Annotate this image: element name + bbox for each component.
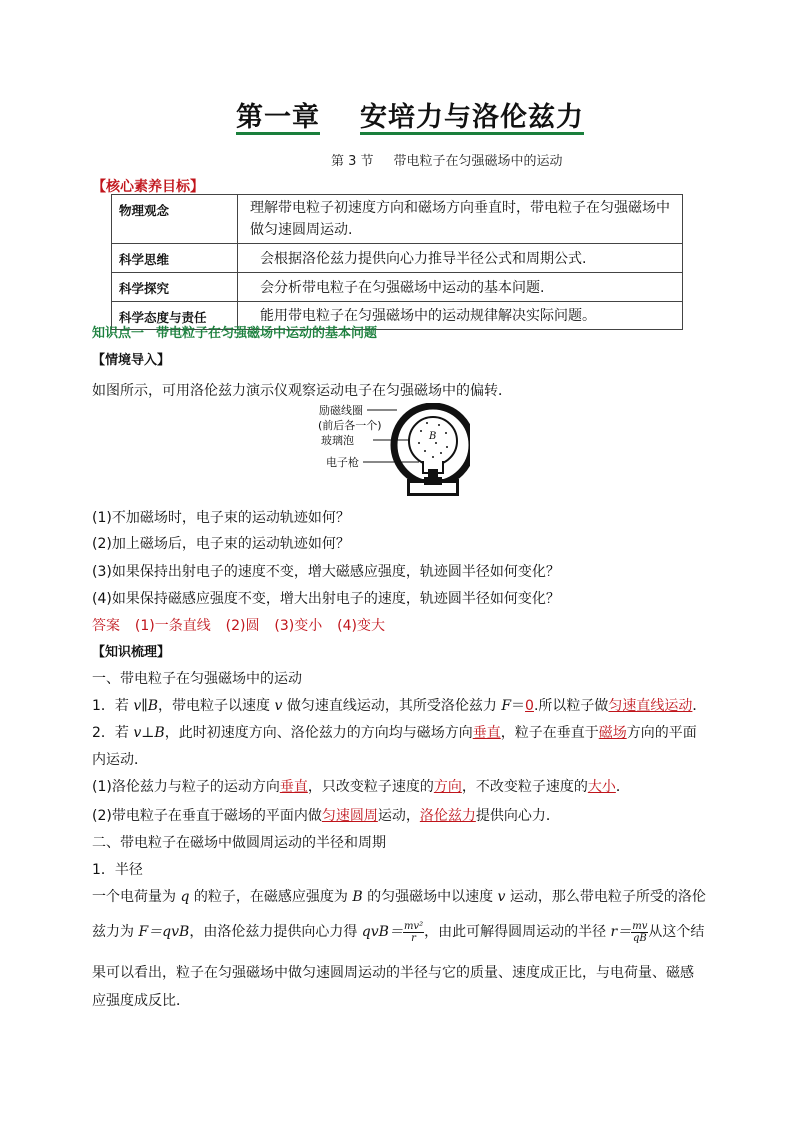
goal-row [112,273,683,302]
fraction-mv-over-qb: $\frac{mv}{qB}$ [632,920,648,944]
goal-value: 会根据洛伦兹力提供向心力推导半径公式和周期公式. [238,244,683,273]
question-3: (3)如果保持出射电子的速度不变，增大磁感应强度，轨迹圆半径如何变化？ [92,564,560,580]
goal-value: 会分析带电粒子在匀强磁场中运动的基本问题. [238,273,683,302]
review-part2-title: 二、带电粒子在磁场中做圆周运动的半径和周期 [92,835,386,851]
core-goals-heading: 【核心素养目标】 [92,179,204,195]
review-item-2-cont: 内运动． [92,752,148,768]
question-4: (4)如果保持磁感应强度不变，增大出射电子的速度，轨迹圆半径如何变化？ [92,591,560,607]
core-goals-table [111,194,683,330]
answer-label: 答案 [92,618,120,634]
intro-heading: 【情境导入】 [92,353,171,368]
goal-key: 科学探究 [112,273,238,302]
chapter-title: 第一章 安培力与洛伦兹力 [236,102,584,133]
radius-para-line-3: 果可以看出，粒子在匀强磁场中做匀速圆周运动的半径与它的质量、速度成正比，与电荷量、磁感 [92,965,694,981]
review-item-1: 1．若 v∥B，带电粒子以速度 v 做匀速直线运动，其所受洛伦兹力 F＝0.所以粒子做匀速直线运动． [92,698,707,714]
radius-para-line-2: 兹力为 F＝qvB，由洛伦兹力提供向心力得 qvB＝ $\frac{\text{mv²}}{r}$ ，由此可解得圆周运动的半径 r＝ $\frac{mv}{qB}$ 从这个结 [92,920,705,944]
radius-para-line-4: 应强度成反比． [92,993,190,1009]
answer-item: (1)一条直线 [134,618,211,634]
knowledge-point-heading: 知识点一 带电粒子在匀强磁场中运动的基本问题 [92,326,378,341]
intro-text: 如图所示，可用洛伦兹力演示仪观察运动电子在匀强磁场中的偏转． [92,383,512,399]
goal-value: 能用带电粒子在匀强磁场中的运动规律解决实际问题。 [238,302,683,330]
figure-label-coil-note: (前后各一个) [318,419,382,432]
question-2: (2)加上磁场后，电子束的运动轨迹如何？ [92,536,350,552]
section-title: 第 3 节 带电粒子在匀强磁场中的运动 [331,154,563,169]
lorentz-demo-figure [315,403,470,499]
answer-line [92,615,385,635]
answer-item: (4)变大 [337,618,385,634]
goal-key: 科学思维 [112,244,238,273]
question-1: (1)不加磁场时，电子束的运动轨迹如何？ [92,510,350,526]
review-item-2: 2．若 v⊥B，此时初速度方向、洛伦兹力的方向均与磁场方向垂直，粒子在垂直于磁场方向的平面 [92,725,697,741]
review-part1-title: 一、带电粒子在匀强磁场中的运动 [92,671,302,687]
answer-item: (2)圆 [225,618,260,634]
review-heading: 【知识梳理】 [92,645,171,660]
goal-value: 理解带电粒子初速度方向和磁场方向垂直时，带电粒子在匀强磁场中做匀速圆周运动. [238,195,683,244]
goal-key: 科学态度与责任 [112,302,238,330]
figure-label-coil: 励磁线圈 [319,404,363,417]
goal-row [112,244,683,273]
radius-para-line-1: 一个电荷量为 q 的粒子，在磁感应强度为 B 的匀强磁场中以速度 v 运动，那么带电粒子所受的洛伦 [92,889,706,905]
review-sub-2: (2)带电粒子在垂直于磁场的平面内做匀速圆周运动，洛伦兹力提供向心力． [92,808,560,824]
figure-label-bulb: 玻璃泡 [321,434,354,447]
goal-key: 物理观念 [112,195,238,244]
field-symbol: B [429,431,437,442]
goal-row [112,195,683,244]
review-sub-1: (1)洛伦兹力与粒子的运动方向垂直，只改变粒子速度的方向，不改变粒子速度的大小． [92,779,630,795]
figure-label-gun: 电子枪 [326,456,359,469]
fraction-mv2-over-r: $\frac{\text{mv²}}{r}$ [403,920,424,944]
radius-label: 1．半径 [92,862,143,878]
answer-item: (3)变小 [274,618,323,634]
